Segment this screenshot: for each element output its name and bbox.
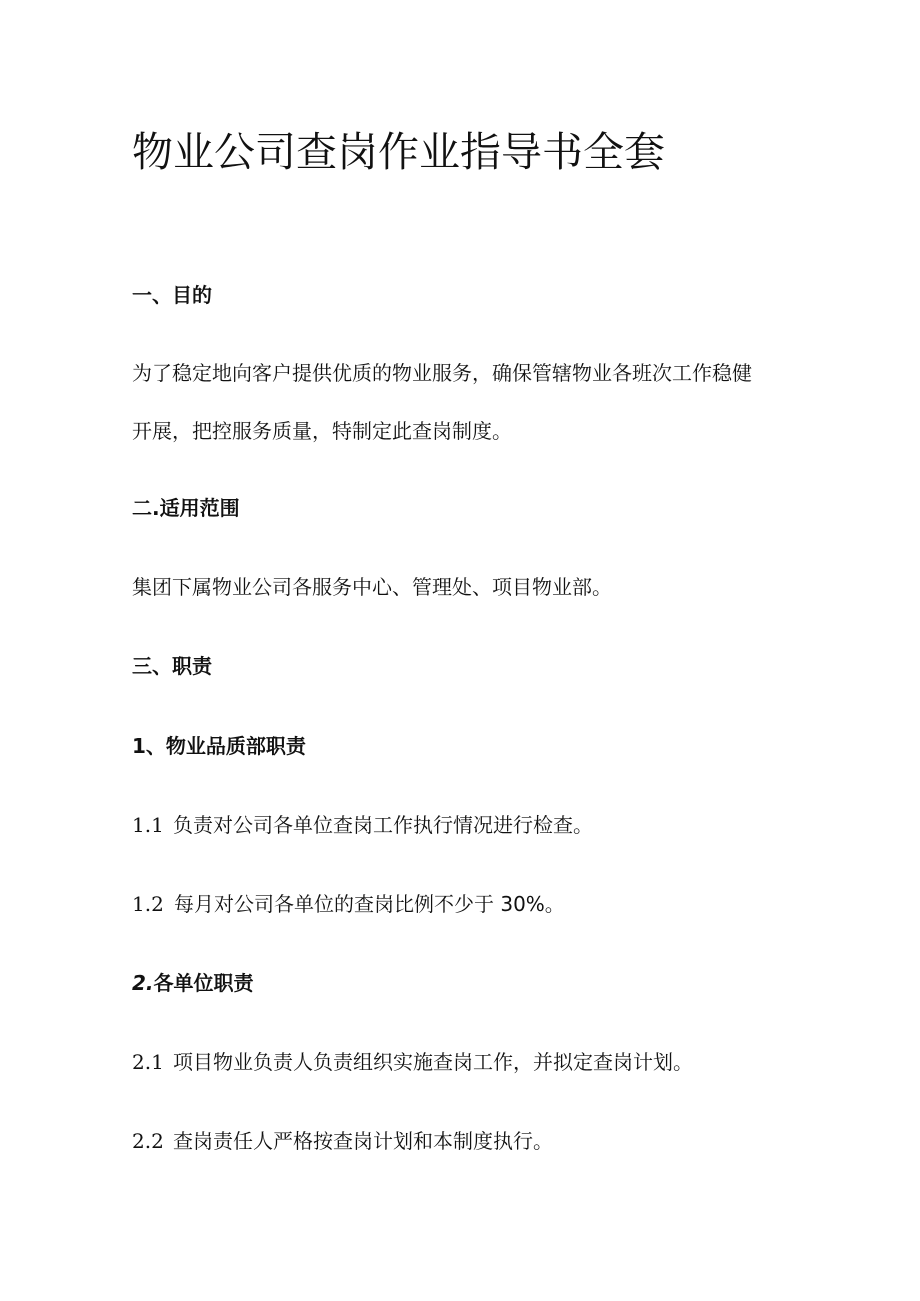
list-item-number: 1.2: [132, 892, 164, 916]
list-item-text: 负责对公司各单位查岗工作执行情况进行检查。: [173, 813, 593, 837]
list-item-number: 1.1: [132, 813, 164, 837]
purpose-paragraph-line-2: 开展，把控服务质量，特制定此查岗制度。: [132, 419, 512, 443]
subsection-heading-unit-duties: [132, 968, 254, 998]
scope-paragraph: 集团下属物业公司各服务中心、管理处、项目物业部。: [132, 575, 612, 599]
section-heading-purpose: 一、目的: [132, 283, 212, 307]
list-item-2-1: [132, 1047, 693, 1077]
section-heading-duties: 三、职责: [132, 654, 212, 678]
list-item-1-1: [132, 810, 593, 840]
purpose-paragraph-line-1: 为了稳定地向客户提供优质的物业服务，确保管辖物业各班次工作稳健: [132, 361, 752, 385]
subsection-title: 各单位职责: [153, 971, 254, 995]
list-item-1-2: [132, 889, 565, 919]
list-item-text: 项目物业负责人负责组织实施查岗工作，并拟定查岗计划。: [173, 1050, 693, 1074]
list-item-text: 查岗责任人严格按查岗计划和本制度执行。: [173, 1129, 553, 1153]
list-item-number: 2.1: [132, 1050, 164, 1074]
section-heading-scope: 二.适用范围: [132, 496, 240, 520]
list-item-2-2: [132, 1126, 553, 1156]
document-title: 物业公司查岗作业指导书全套: [132, 128, 665, 176]
subsection-number: 2.: [132, 971, 154, 995]
list-item-text: 每月对公司各单位的查岗比例不少于 30%。: [174, 892, 565, 916]
list-item-number: 2.2: [132, 1129, 164, 1153]
subsection-heading-quality-dept: 1、物业品质部职责: [132, 734, 306, 758]
